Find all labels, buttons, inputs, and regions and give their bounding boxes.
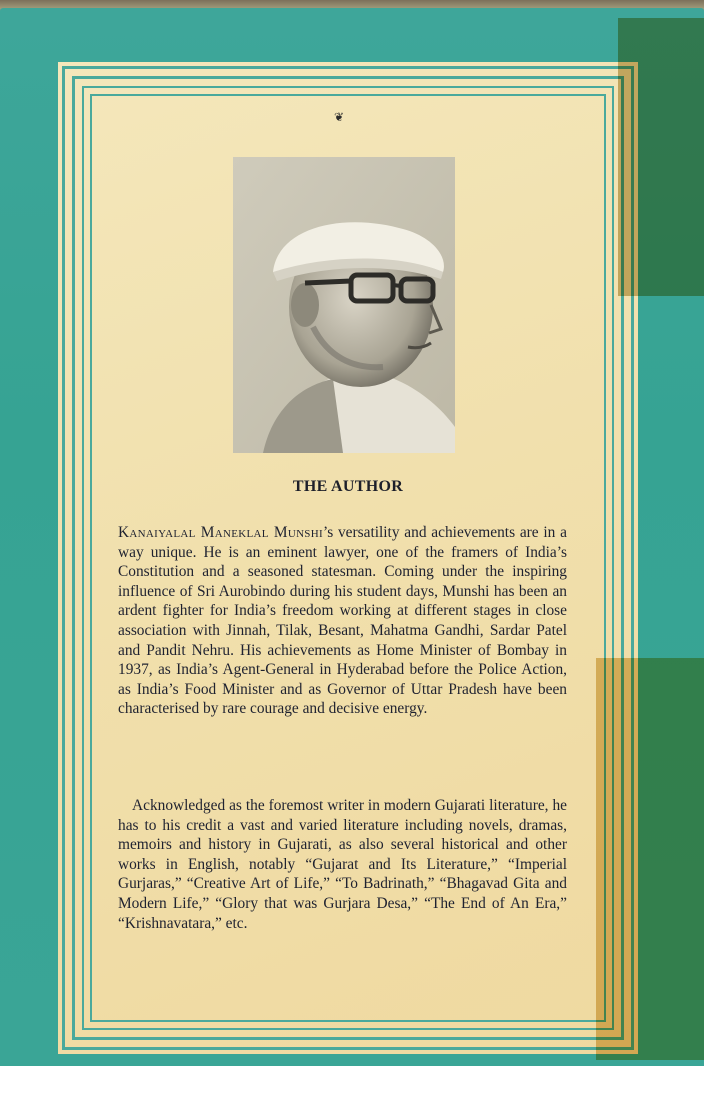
- ornament-icon: ❦: [333, 110, 345, 124]
- page-heading: THE AUTHOR: [292, 478, 404, 495]
- author-bio-paragraph-1: [118, 523, 567, 719]
- author-name: Kanaiyalal Maneklal Munshi: [118, 524, 323, 541]
- author-bio-paragraph-2: Acknowledged as the foremost writer in modern Gujarati literature, he has to his credit a vast and varied literature including novels, dramas, memoirs and history in Gujarati, as also several historical and other works in English, notably “Gujarat and Its Literature,” “Imperial Gurjaras,” “Creative Art of Life,” “To Badrinath,” “Bhagavad Gita and Modern Life,” “Glory that was Gurjara Desa,” “The End of An Era,” “Krishnavatara,” etc.: [118, 797, 567, 932]
- bio-paragraph-1-text: ’s versatility and achievements are in a way unique. He is an eminent lawyer, one of the framers of India’s Constitution and a seasoned statesman. Coming under the inspiring influence of Sri Aurobindo during his student days, Munshi has been an ardent fighter for India’s freedom working at different stages in close association with Jinnah, Tilak, Besant, Mahatma Gandhi, Sardar Patel and Pandit Nehru. His achievements as Home Minister of Bombay in 1937, as India’s Agent-General in Hyderabad before the Police Action, as India’s Food Minister and as Governor of Uttar Pradesh have been characterised by rare courage and decisive energy.: [118, 524, 567, 718]
- author-portrait-illustration: [233, 157, 455, 453]
- tape-strip-bottom: [596, 658, 704, 1060]
- tape-strip-top: [618, 18, 704, 296]
- author-portrait: [233, 157, 455, 453]
